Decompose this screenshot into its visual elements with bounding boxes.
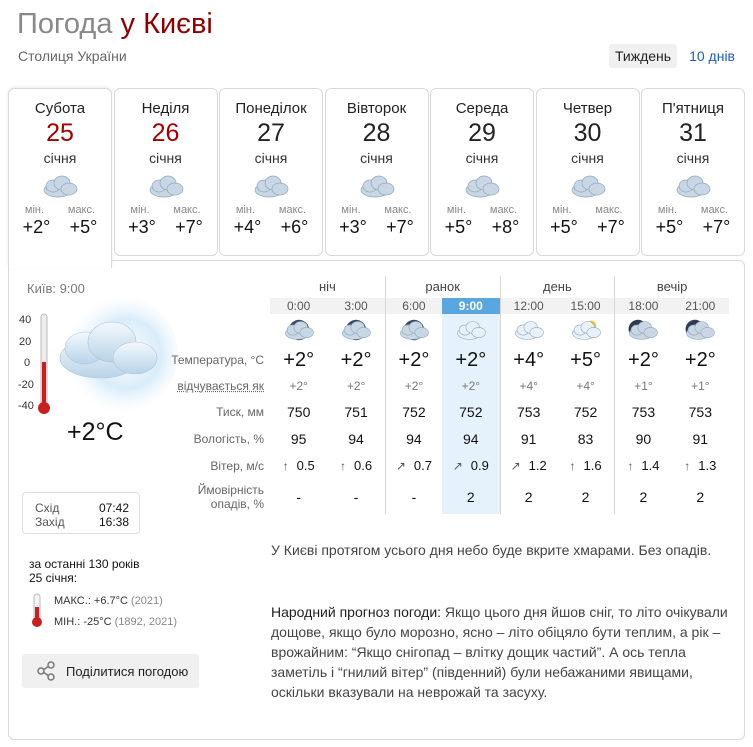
cloudy-icon bbox=[357, 172, 397, 200]
wind-cell bbox=[500, 452, 557, 480]
wind-value bbox=[386, 452, 442, 480]
day-description: У Києві протягом усього дня небо буде вкрите хмарами. Без опадів. bbox=[271, 542, 712, 558]
wind-value bbox=[501, 452, 557, 480]
feels-label: відчувається як bbox=[177, 379, 264, 393]
pressure-cell: 750 bbox=[287, 404, 311, 420]
history-min-value: МІН.: -25°C bbox=[54, 616, 112, 628]
cloudy-icon bbox=[251, 172, 291, 200]
max-label: макс. bbox=[173, 204, 201, 216]
max-label: макс. bbox=[384, 204, 412, 216]
period-10days-link[interactable]: 10 днів bbox=[689, 48, 735, 64]
sun-cloud-icon bbox=[557, 314, 614, 346]
wind-direction-icon: ↑ bbox=[282, 459, 289, 473]
daypart-spacer bbox=[168, 276, 270, 298]
wind-speed: 0.6 bbox=[354, 458, 373, 473]
daypart-night: ніч bbox=[318, 279, 336, 294]
wind-cell bbox=[385, 452, 442, 480]
minmax-labels bbox=[537, 204, 639, 216]
temp-cell: +4° bbox=[500, 346, 557, 374]
day-name: П'ятниця bbox=[661, 100, 724, 117]
wind-cell bbox=[442, 452, 499, 480]
day-tab[interactable] bbox=[8, 88, 112, 268]
period-week-button[interactable]: Тиждень bbox=[609, 44, 677, 68]
wind-label: Вітер, м/с bbox=[210, 459, 264, 473]
sun-times-box bbox=[22, 492, 140, 534]
title-prefix: Погода bbox=[17, 8, 113, 40]
wind-direction-icon: ↗ bbox=[452, 459, 463, 473]
min-temp: +4° bbox=[233, 217, 262, 237]
current-temperature: +2°C bbox=[67, 418, 124, 446]
cloudy-icon bbox=[40, 172, 80, 200]
wind-speed: 1.4 bbox=[641, 458, 660, 473]
feels-cell: +4° bbox=[500, 374, 557, 398]
temp-row bbox=[168, 346, 729, 374]
day-name: Середа bbox=[455, 100, 509, 117]
max-temp: +7° bbox=[386, 217, 414, 237]
max-label: макс. bbox=[67, 204, 96, 216]
humidity-cell: 83 bbox=[577, 431, 594, 447]
precip-cell: - bbox=[385, 480, 442, 514]
precip-cell: - bbox=[353, 489, 359, 505]
pressure-label: Тиск, мм bbox=[216, 405, 264, 419]
night-cloudy-icon bbox=[327, 314, 384, 346]
history-thermometer-icon bbox=[30, 593, 44, 629]
precip-cell: 2 bbox=[581, 489, 590, 505]
min-label: мін. bbox=[235, 204, 256, 216]
feels-cell: +2° bbox=[385, 374, 442, 398]
time-label bbox=[168, 298, 270, 314]
day-date: 28 bbox=[362, 119, 391, 147]
wind-direction-icon: ↗ bbox=[395, 459, 406, 473]
wind-row bbox=[168, 452, 729, 480]
wind-direction-icon: ↑ bbox=[684, 459, 691, 473]
precip-label bbox=[168, 480, 270, 514]
min-temp: +5° bbox=[655, 217, 684, 237]
minmax-values bbox=[431, 217, 533, 238]
minmax-labels bbox=[431, 204, 533, 216]
day-tab[interactable] bbox=[325, 88, 429, 256]
scale-label: 20 bbox=[19, 336, 32, 348]
history-title-line2: 25 січня: bbox=[29, 571, 78, 585]
humidity-cell: 91 bbox=[692, 431, 709, 447]
day-tab[interactable] bbox=[641, 88, 745, 256]
night-cloudy-icon bbox=[270, 314, 327, 346]
wind-speed: 1.3 bbox=[698, 458, 717, 473]
scale-label: -40 bbox=[18, 400, 34, 412]
sunset-time: 16:38 bbox=[98, 515, 129, 529]
humidity-cell: 95 bbox=[290, 431, 307, 447]
humidity-cell: 94 bbox=[348, 431, 364, 447]
time-cell[interactable]: 18:00 bbox=[614, 298, 671, 314]
min-label: мін. bbox=[130, 204, 150, 216]
history-max-value: МАКС.: +6.7°C bbox=[54, 595, 128, 607]
wind-direction-icon: ↗ bbox=[510, 459, 521, 473]
feels-cell: +2° bbox=[442, 374, 499, 398]
wind-value bbox=[615, 452, 671, 480]
min-label: мін. bbox=[341, 204, 361, 216]
wind-value bbox=[270, 452, 327, 480]
share-label: Поділитися погодою bbox=[66, 663, 189, 679]
day-date: 26 bbox=[151, 119, 180, 147]
cloudy-icon bbox=[462, 172, 502, 200]
night-cloudy-icon bbox=[385, 314, 442, 346]
night-cloud-icon bbox=[672, 314, 729, 346]
minmax-values bbox=[326, 217, 428, 238]
day-name: Вівторок bbox=[346, 100, 407, 117]
history-title bbox=[29, 557, 139, 585]
wind-cell bbox=[327, 452, 384, 480]
min-temp: +5° bbox=[444, 217, 473, 237]
min-label: мін. bbox=[446, 204, 467, 216]
icon-label bbox=[168, 314, 270, 346]
sunrise-time: 07:42 bbox=[98, 501, 129, 515]
wind-cell bbox=[557, 452, 614, 480]
temp-cell: +2° bbox=[684, 349, 716, 371]
feels-row bbox=[168, 374, 729, 398]
min-label: мін. bbox=[24, 204, 45, 216]
day-date: 25 bbox=[46, 119, 74, 147]
minmax-labels bbox=[642, 204, 744, 216]
time-cell[interactable]: 15:00 bbox=[557, 298, 614, 314]
history-min bbox=[54, 616, 177, 628]
minmax-values bbox=[537, 217, 639, 238]
hourly-table bbox=[168, 276, 729, 514]
icon-row bbox=[168, 314, 729, 346]
feels-cell: +2° bbox=[289, 379, 308, 393]
history-title-line1: за останні 130 років bbox=[29, 557, 140, 571]
daypart-day: день bbox=[500, 276, 615, 298]
max-label: макс. bbox=[700, 204, 729, 216]
scale-label: -20 bbox=[18, 379, 34, 391]
sunset-label: Захід bbox=[35, 515, 65, 529]
temp-cell: +2° bbox=[614, 346, 671, 374]
minmax-labels bbox=[220, 204, 322, 216]
wind-direction-icon: ↑ bbox=[340, 459, 347, 473]
max-label: макс. bbox=[278, 204, 307, 216]
minmax-labels bbox=[9, 204, 111, 216]
minmax-labels bbox=[326, 204, 428, 216]
day-date: 29 bbox=[468, 119, 496, 147]
history-max-year: (2021) bbox=[131, 595, 163, 607]
pressure-cell: 752 bbox=[442, 398, 499, 426]
feels-cell: +4° bbox=[576, 379, 595, 393]
folk-forecast-label: Народний прогноз погоди: bbox=[271, 604, 442, 620]
min-temp: +5° bbox=[550, 217, 578, 237]
feels-cell: +1° bbox=[691, 379, 710, 393]
day-month: січня bbox=[254, 150, 288, 166]
scale-label: 40 bbox=[19, 314, 32, 326]
max-temp: +7° bbox=[702, 217, 731, 237]
min-temp: +3° bbox=[128, 217, 156, 237]
wind-speed: 0.5 bbox=[296, 458, 315, 473]
pressure-cell: 753 bbox=[500, 398, 557, 426]
day-date: 31 bbox=[679, 119, 707, 147]
minmax-values bbox=[642, 217, 744, 238]
pressure-cell: 753 bbox=[614, 398, 671, 426]
minmax-values bbox=[220, 217, 322, 238]
minmax-values bbox=[9, 217, 111, 238]
time-cell[interactable]: 21:00 bbox=[672, 298, 729, 314]
humidity-cell: 91 bbox=[500, 426, 557, 452]
min-label: мін. bbox=[552, 204, 572, 216]
day-name: Неділя bbox=[141, 100, 190, 117]
cloudy-icon bbox=[568, 172, 608, 200]
station-time: Київ: 9:00 bbox=[27, 281, 85, 296]
wind-cell bbox=[270, 452, 327, 480]
max-temp: +7° bbox=[175, 217, 203, 237]
day-month: січня bbox=[360, 150, 393, 166]
cloudy-icon bbox=[673, 172, 713, 200]
pressure-cell: 752 bbox=[573, 404, 598, 420]
max-temp: +7° bbox=[597, 217, 625, 237]
day-date: 30 bbox=[573, 119, 602, 147]
wind-speed: 0.7 bbox=[413, 458, 432, 473]
sunrise-label: Схід bbox=[35, 501, 60, 515]
humidity-row bbox=[168, 426, 729, 452]
wind-direction-icon: ↑ bbox=[569, 459, 576, 473]
wind-value bbox=[672, 452, 729, 480]
wind-speed: 1.6 bbox=[583, 458, 602, 473]
folk-forecast-text: Якщо цього дня йшов сніг, то літо очікували дощове, якщо було морозно, ясно – літо обіцяло бути теплим, а рік – врожайним: “Якщо снігопад – влітку дощик частий”. А ось тепла заметіль і “гнилий вітер” (південний) були небажаними явищами, оскільки вказували на неврожай та засуху. bbox=[271, 604, 728, 700]
pressure-row bbox=[168, 398, 729, 426]
humidity-cell: 94 bbox=[442, 426, 499, 452]
wind-speed: 1.2 bbox=[528, 458, 547, 473]
min-temp: +3° bbox=[339, 217, 367, 237]
wind-direction-icon: ↑ bbox=[627, 459, 634, 473]
daypart-row bbox=[168, 276, 729, 298]
sunrise-row bbox=[35, 501, 129, 515]
share-icon bbox=[36, 661, 56, 681]
folk-forecast bbox=[271, 602, 731, 702]
day-month: січня bbox=[149, 150, 182, 166]
cloudy-weather-icon bbox=[40, 296, 180, 414]
temp-cell: +2° bbox=[283, 349, 315, 371]
day-month: січня bbox=[676, 150, 710, 166]
wind-value bbox=[557, 452, 614, 480]
time-cell[interactable]: 6:00 bbox=[385, 298, 442, 314]
temp-cell: +2° bbox=[385, 346, 442, 374]
time-cell[interactable]: 0:00 bbox=[270, 298, 327, 314]
precip-label-line1: Ймовірність bbox=[197, 483, 264, 497]
precip-cell: 2 bbox=[442, 480, 499, 514]
wind-value bbox=[327, 452, 384, 480]
wind-cell bbox=[614, 452, 671, 480]
temp-cell: +2° bbox=[442, 346, 499, 374]
humidity-cell: 94 bbox=[385, 426, 442, 452]
minmax-values bbox=[115, 217, 217, 238]
daypart-evening: вечір bbox=[614, 276, 729, 298]
history-max bbox=[54, 595, 163, 607]
max-label: макс. bbox=[595, 204, 623, 216]
scale-label: 0 bbox=[24, 357, 31, 369]
minmax-labels bbox=[115, 204, 217, 216]
humidity-cell: 90 bbox=[614, 426, 671, 452]
pressure-cell: 751 bbox=[344, 404, 368, 420]
sunset-row bbox=[35, 515, 129, 529]
day-month: січня bbox=[43, 150, 77, 166]
day-name: Понеділок bbox=[235, 100, 307, 117]
share-weather-button[interactable] bbox=[22, 654, 199, 688]
precip-cell: 2 bbox=[500, 480, 557, 514]
history-min-year: (1892, 2021) bbox=[114, 616, 178, 628]
max-label: макс. bbox=[489, 204, 518, 216]
precip-cell: 2 bbox=[614, 480, 671, 514]
min-label: мін. bbox=[657, 204, 678, 216]
day-name: Субота bbox=[34, 100, 86, 117]
daypart-morning: ранок bbox=[385, 276, 500, 298]
min-temp: +2° bbox=[22, 217, 51, 237]
page-subtitle: Столиця України bbox=[18, 48, 127, 64]
day-tab[interactable] bbox=[536, 88, 640, 256]
time-cell[interactable]: 3:00 bbox=[327, 298, 384, 314]
precip-cell: 2 bbox=[696, 489, 705, 505]
temp-cell: +5° bbox=[570, 349, 601, 371]
precip-row bbox=[168, 480, 729, 514]
day-name: Четвер bbox=[562, 100, 613, 117]
day-month: січня bbox=[465, 150, 499, 166]
wind-cell bbox=[672, 452, 729, 480]
temp-label: Температура, °C bbox=[171, 353, 264, 367]
day-month: січня bbox=[571, 150, 604, 166]
day-tab[interactable] bbox=[114, 88, 218, 256]
cloud-icon bbox=[500, 314, 557, 346]
day-tab[interactable] bbox=[219, 88, 323, 256]
title-city: у Києві bbox=[120, 8, 213, 40]
time-cell[interactable]: 9:00 bbox=[442, 298, 499, 314]
time-cell[interactable]: 12:00 bbox=[500, 298, 557, 314]
feels-cell: +1° bbox=[614, 374, 671, 398]
day-tab[interactable] bbox=[430, 88, 534, 256]
max-temp: +5° bbox=[69, 217, 98, 237]
humidity-label: Вологість, % bbox=[193, 432, 264, 446]
night-cloud-icon bbox=[614, 314, 671, 346]
feels-cell: +2° bbox=[346, 379, 366, 393]
pressure-cell: 753 bbox=[688, 404, 712, 420]
precip-cell: - bbox=[296, 489, 302, 505]
cloud-icon bbox=[442, 314, 499, 346]
cloudy-icon bbox=[146, 172, 186, 200]
max-temp: +6° bbox=[280, 217, 309, 237]
page-title bbox=[17, 8, 213, 41]
wind-speed: 0.9 bbox=[470, 458, 489, 473]
temp-cell: +2° bbox=[340, 349, 372, 371]
time-row bbox=[168, 298, 729, 314]
max-temp: +8° bbox=[491, 217, 520, 237]
day-date: 27 bbox=[257, 119, 285, 147]
precip-label-line2: опадів, % bbox=[210, 497, 264, 511]
period-switcher bbox=[609, 44, 741, 68]
wind-value bbox=[442, 452, 499, 480]
pressure-cell: 752 bbox=[385, 398, 442, 426]
